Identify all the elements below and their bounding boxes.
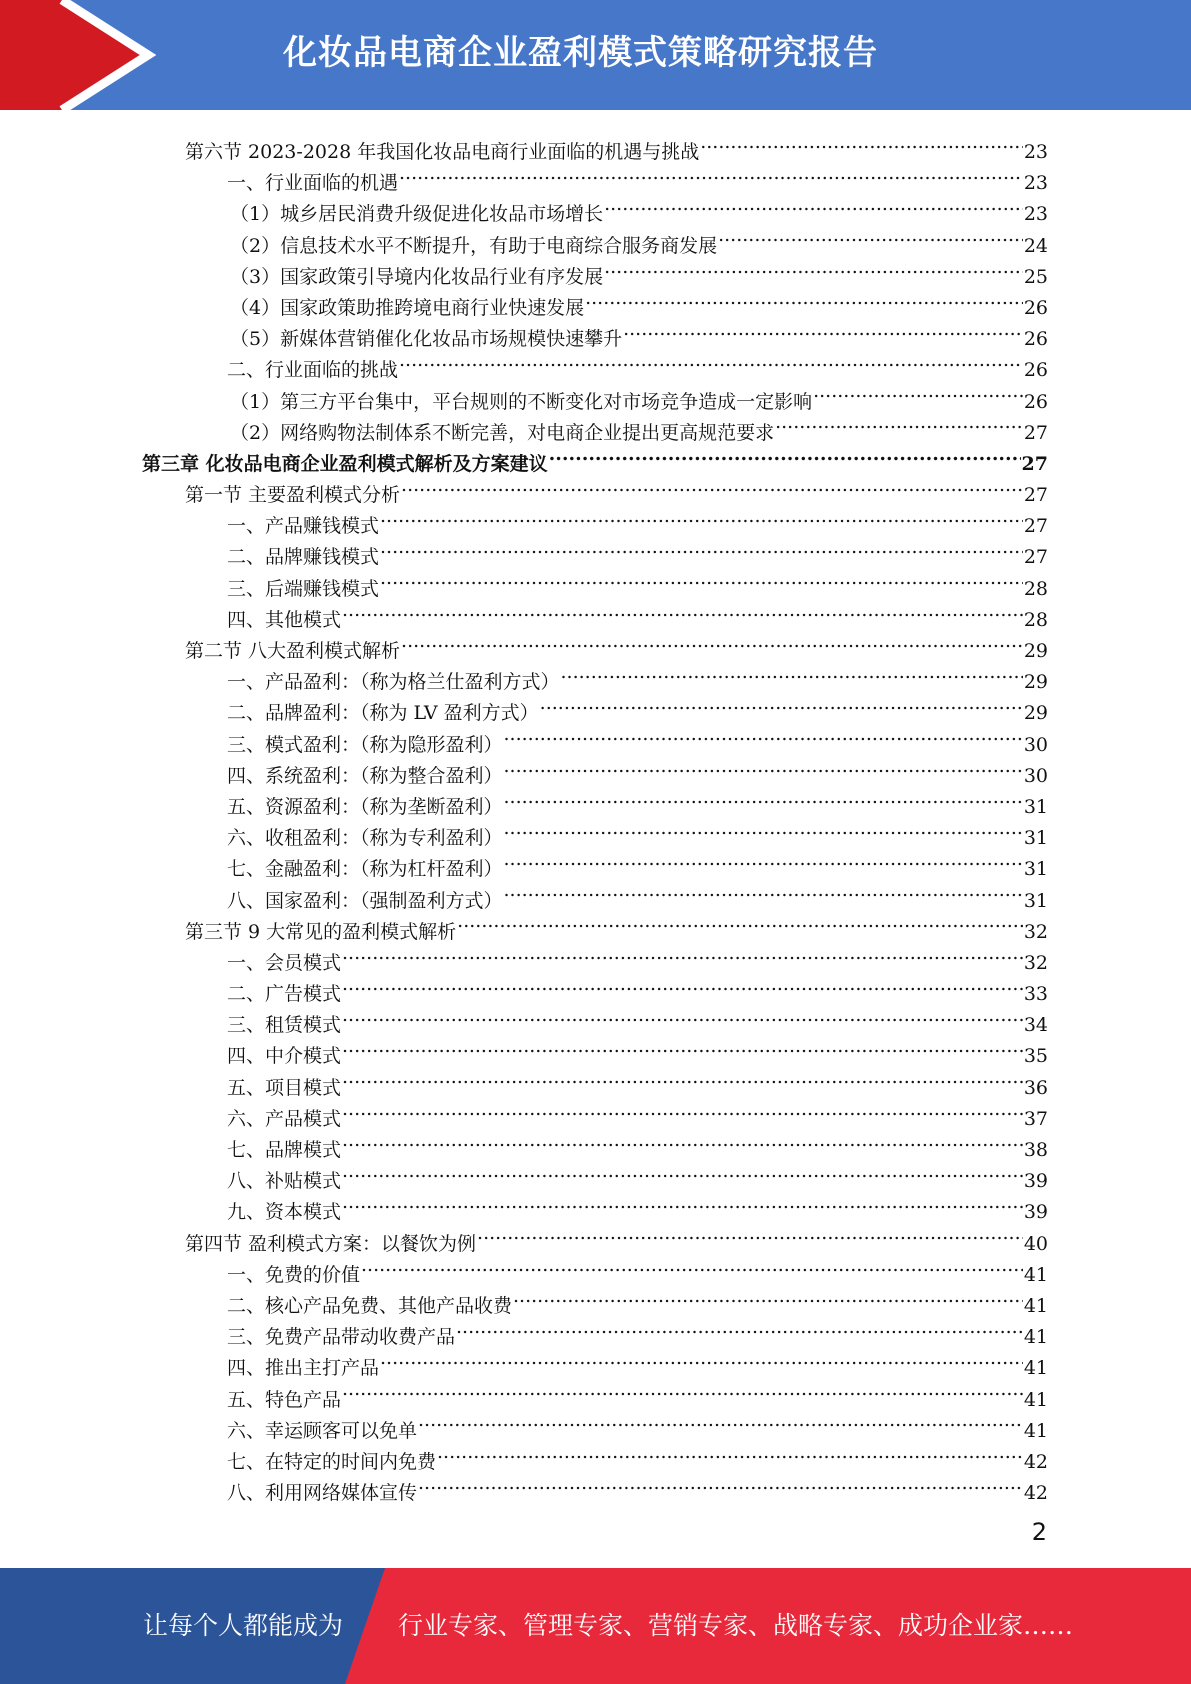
- toc-entry-title: 四、系统盈利：（称为整合盈利）: [227, 764, 503, 787]
- toc-entry-title: 第六节 2023-2028 年我国化妆品电商行业面临的机遇与挑战: [185, 141, 700, 163]
- toc-entry-page: 30: [1023, 764, 1048, 787]
- toc-entry-page: 25: [1023, 265, 1048, 288]
- page-footer: [0, 1568, 1191, 1684]
- toc-dot-leader: [342, 595, 1023, 626]
- toc-entry-title: 四、推出主打产品: [227, 1357, 380, 1380]
- toc-dot-leader: [477, 1219, 1023, 1250]
- toc-entry-title: 一、会员模式: [227, 951, 342, 974]
- footer-slogan-right: 行业专家、管理专家、营销专家、战略专家、成功企业家……: [398, 1611, 1074, 1640]
- toc-dot-leader: [504, 720, 1023, 751]
- toc-entry-page: 27: [1023, 484, 1048, 507]
- toc-entry-page: 41: [1023, 1326, 1048, 1349]
- toc-dot-leader: [399, 158, 1023, 189]
- toc-entry-title: 七、金融盈利：（称为杠杆盈利）: [227, 858, 503, 881]
- toc-entry-title: 五、资源盈利：（称为垄断盈利）: [227, 795, 503, 818]
- toc-entry-page: 42: [1023, 1450, 1048, 1473]
- toc-dot-leader: [504, 813, 1023, 844]
- toc-entry-title: 一、免费的价值: [227, 1263, 361, 1286]
- toc-entry-page: 37: [1023, 1107, 1048, 1130]
- toc-entry-page: 31: [1023, 795, 1048, 818]
- page-number: 2: [1031, 1518, 1047, 1546]
- toc-entry-page: 39: [1023, 1170, 1048, 1193]
- toc-entry-title: 二、核心产品免费、其他产品收费: [227, 1294, 513, 1317]
- toc-dot-leader: [504, 782, 1023, 813]
- toc-entry-page: 41: [1023, 1419, 1048, 1442]
- toc-entry-page: 40: [1023, 1232, 1048, 1255]
- toc-entry-title: （1）城乡居民消费升级促进化妆品市场增长: [230, 203, 604, 226]
- toc-entry-page: 31: [1023, 889, 1048, 912]
- toc-entry-title: 第三节 9 大常见的盈利模式解析: [185, 920, 457, 943]
- toc-dot-leader: [342, 1000, 1023, 1031]
- toc-entry-page: 27: [1021, 452, 1048, 475]
- toc-entry-title: 三、模式盈利：（称为隐形盈利）: [227, 733, 503, 756]
- toc-dot-leader: [401, 626, 1023, 657]
- toc-entry-title: 八、国家盈利：（强制盈利方式）: [227, 889, 503, 912]
- toc-entry-page: 32: [1023, 951, 1048, 974]
- toc-entry-title: 五、特色产品: [227, 1388, 342, 1411]
- toc-dot-leader: [813, 377, 1023, 408]
- toc-entry-title: 二、广告模式: [227, 983, 342, 1006]
- toc-entry-page: 28: [1023, 608, 1048, 631]
- toc-dot-leader: [623, 314, 1023, 345]
- toc-entry-title: （5）新媒体营销催化化妆品市场规模快速攀升: [230, 328, 623, 351]
- toc-entry-page: 36: [1023, 1076, 1048, 1099]
- toc-dot-leader: [342, 1375, 1023, 1406]
- toc-entry-title: （4）国家政策助推跨境电商行业快速发展: [230, 296, 585, 319]
- toc-dot-leader: [604, 252, 1023, 283]
- toc-dot-leader: [718, 221, 1023, 252]
- toc-entry-page: 27: [1023, 546, 1048, 569]
- toc-entry-title: 六、幸运顾客可以免单: [227, 1419, 418, 1442]
- toc-dot-leader: [361, 1250, 1023, 1281]
- toc-dot-leader: [504, 751, 1023, 782]
- toc-entry-title: 七、品牌模式: [227, 1139, 342, 1161]
- toc-entry-title: 第三章 化妆品电商企业盈利模式解析及方案建议: [142, 452, 548, 475]
- toc-entry-title: 二、行业面临的挑战: [227, 359, 399, 382]
- toc-entry-page: 27: [1023, 515, 1048, 538]
- toc-entry-page: 28: [1023, 577, 1048, 600]
- toc-dot-leader: [775, 408, 1023, 439]
- toc-entry-page: 26: [1023, 359, 1048, 382]
- toc-dot-leader: [700, 127, 1023, 158]
- toc-entry-title: 六、收租盈利：（称为专利盈利）: [227, 827, 503, 850]
- table-of-contents: [142, 127, 1048, 1505]
- toc-entry-title: 一、行业面临的机遇: [227, 172, 399, 195]
- toc-dot-leader: [513, 1281, 1023, 1312]
- toc-entry-page: 23: [1023, 141, 1048, 163]
- toc-dot-leader: [561, 657, 1023, 688]
- toc-entry-title: 六、产品模式: [227, 1107, 342, 1130]
- toc-entry-page: 31: [1023, 858, 1048, 881]
- toc-entry-page: 26: [1023, 328, 1048, 351]
- toc-dot-leader: [342, 938, 1023, 969]
- toc-entry-page: 26: [1023, 296, 1048, 319]
- toc-entry-page: 41: [1023, 1357, 1048, 1380]
- toc-dot-leader: [604, 189, 1023, 220]
- toc-dot-leader: [418, 1406, 1023, 1437]
- toc-entry-title: （2）信息技术水平不断提升，有助于电商综合服务商发展: [230, 234, 718, 257]
- toc-entry-page: 24: [1023, 234, 1048, 257]
- toc-entry-page: 33: [1023, 983, 1048, 1006]
- toc-entry-page: 41: [1023, 1388, 1048, 1411]
- toc-entry-title: 二、品牌赚钱模式: [227, 546, 380, 569]
- toc-entry-title: 九、资本模式: [227, 1201, 342, 1224]
- toc-dot-leader: [504, 876, 1023, 907]
- toc-entry-title: 三、租赁模式: [227, 1014, 342, 1037]
- toc-dot-leader: [342, 1125, 1023, 1156]
- toc-entry-page: 32: [1023, 920, 1048, 943]
- toc-entry-title: 五、项目模式: [227, 1076, 342, 1099]
- toc-dot-leader: [437, 1437, 1023, 1468]
- toc-dot-leader: [380, 564, 1023, 595]
- toc-entry[interactable]: [142, 127, 1048, 163]
- toc-entry-title: 第二节 八大盈利模式解析: [185, 640, 401, 662]
- toc-entry-title: 四、中介模式: [227, 1045, 342, 1068]
- toc-entry-title: 三、免费产品带动收费产品: [227, 1326, 456, 1349]
- toc-entry-title: 八、补贴模式: [227, 1170, 342, 1193]
- header-chevron-icon: [0, 0, 160, 110]
- toc-dot-leader: [456, 1312, 1023, 1343]
- toc-entry-title: 一、产品赚钱模式: [227, 515, 380, 538]
- toc-dot-leader: [380, 501, 1023, 532]
- toc-dot-leader: [401, 470, 1023, 501]
- toc-entry-page: 26: [1023, 390, 1048, 413]
- toc-dot-leader: [342, 1187, 1023, 1218]
- toc-entry-title: 七、在特定的时间内免费: [227, 1450, 437, 1473]
- toc-dot-leader: [540, 688, 1023, 719]
- toc-entry-page: 29: [1023, 640, 1048, 662]
- toc-dot-leader: [342, 1031, 1023, 1062]
- toc-entry-page: 41: [1023, 1294, 1048, 1317]
- toc-entry-page: 31: [1023, 827, 1048, 850]
- toc-entry-page: 30: [1023, 733, 1048, 756]
- toc-dot-leader: [549, 439, 1021, 470]
- toc-entry-title: 二、品牌盈利：（称为 LV 盈利方式）: [227, 702, 539, 725]
- toc-entry-page: 42: [1023, 1482, 1048, 1505]
- toc-dot-leader: [380, 532, 1023, 563]
- toc-dot-leader: [504, 844, 1023, 875]
- page-header: [0, 0, 1191, 110]
- toc-dot-leader: [399, 345, 1023, 376]
- toc-dot-leader: [342, 1094, 1023, 1125]
- toc-dot-leader: [457, 907, 1023, 938]
- toc-dot-leader: [418, 1468, 1023, 1499]
- toc-dot-leader: [380, 1343, 1023, 1374]
- toc-entry-page: 29: [1023, 671, 1048, 694]
- toc-entry-page: 38: [1023, 1139, 1048, 1161]
- toc-entry-page: 27: [1023, 421, 1048, 444]
- toc-entry-page: 35: [1023, 1045, 1048, 1068]
- toc-entry-title: 第一节 主要盈利模式分析: [185, 484, 401, 507]
- report-title: 化妆品电商企业盈利模式策略研究报告: [283, 33, 878, 73]
- toc-entry-title: 三、后端赚钱模式: [227, 577, 380, 600]
- toc-entry-title: （1）第三方平台集中，平台规则的不断变化对市场竞争造成一定影响: [230, 390, 813, 413]
- toc-entry-page: 41: [1023, 1263, 1048, 1286]
- toc-entry-title: （2）网络购物法制体系不断完善，对电商企业提出更高规范要求: [230, 421, 775, 444]
- toc-dot-leader: [342, 969, 1023, 1000]
- toc-entry-title: 四、其他模式: [227, 608, 342, 631]
- toc-entry-title: 八、利用网络媒体宣传: [227, 1482, 418, 1505]
- toc-entry-page: 23: [1023, 172, 1048, 195]
- toc-dot-leader: [342, 1063, 1023, 1094]
- toc-entry-page: 23: [1023, 203, 1048, 226]
- toc-entry-page: 39: [1023, 1201, 1048, 1224]
- toc-entry-title: 第四节 盈利模式方案：以餐饮为例: [185, 1232, 477, 1255]
- toc-entry-page: 34: [1023, 1014, 1048, 1037]
- toc-entry-page: 29: [1023, 702, 1048, 725]
- toc-entry-title: （3）国家政策引导境内化妆品行业有序发展: [230, 265, 604, 288]
- footer-slogan-left: 让每个人都能成为: [143, 1611, 344, 1640]
- toc-dot-leader: [585, 283, 1023, 314]
- toc-dot-leader: [342, 1156, 1023, 1187]
- toc-entry-title: 一、产品盈利：（称为格兰仕盈利方式）: [227, 671, 560, 694]
